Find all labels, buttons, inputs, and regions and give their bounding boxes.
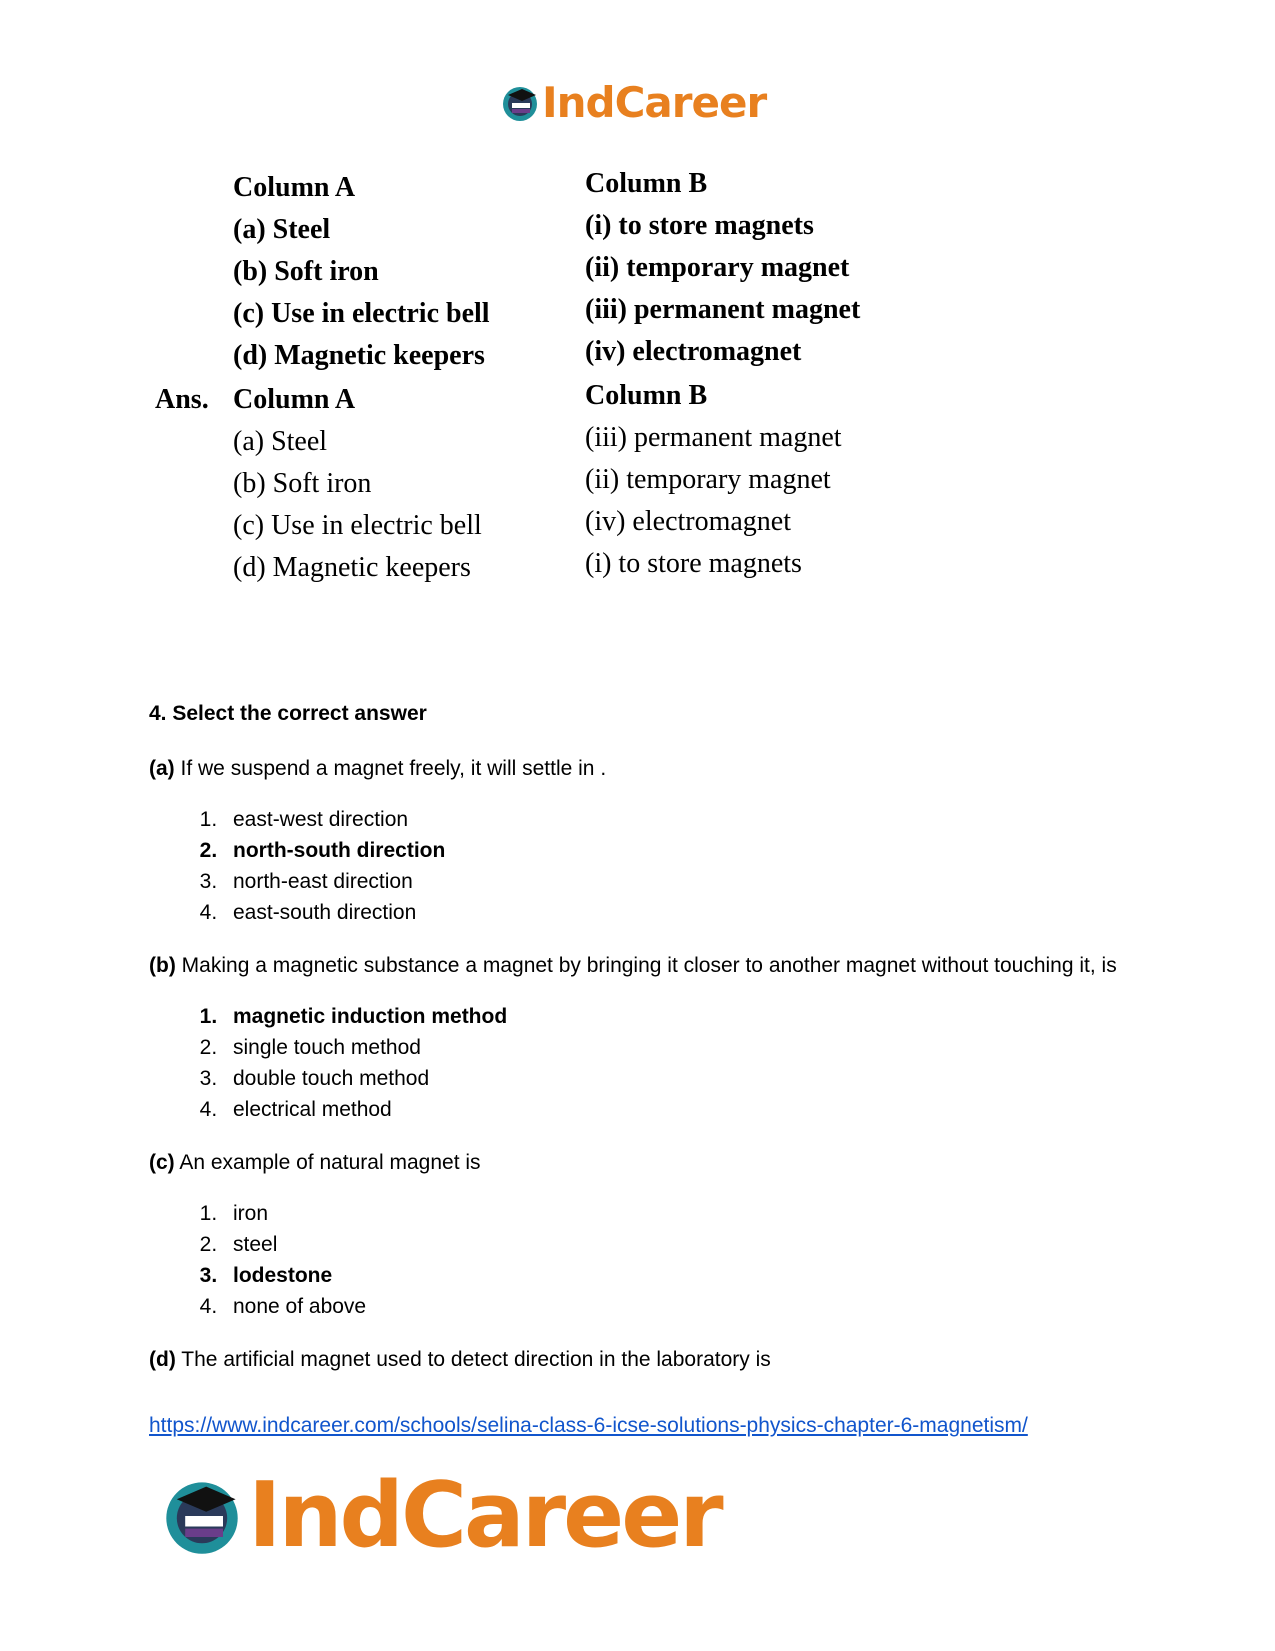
option: 4. electrical method	[223, 1094, 1149, 1125]
options-list-c	[149, 1198, 1149, 1322]
column-b-item: (i) to store magnets	[585, 210, 814, 241]
answer-header-row	[155, 380, 915, 424]
option: 4. none of above	[223, 1291, 1149, 1322]
answer-column-b-item: (iii) permanent magnet	[585, 422, 842, 453]
answer-column-a-header: Column A	[233, 384, 356, 415]
question-header-row	[155, 168, 915, 212]
option: 1. iron	[223, 1198, 1149, 1229]
answer-row	[155, 422, 915, 466]
question-label: (a)	[149, 757, 175, 780]
logo-wordmark: IndCareer	[542, 78, 767, 127]
answer-column-b-item: (i) to store magnets	[585, 548, 802, 579]
answer-column-a-item: (d) Magnetic keepers	[233, 552, 471, 583]
question-text: An example of natural magnet is	[179, 1151, 481, 1174]
question-text: The artificial magnet used to detect direction in the laboratory is	[181, 1348, 771, 1371]
question-label: (b)	[149, 954, 176, 977]
match-row	[155, 210, 915, 254]
option: 2. single touch method	[223, 1032, 1149, 1063]
answer-column-b-item: (ii) temporary magnet	[585, 464, 831, 495]
option: 3. double touch method	[223, 1063, 1149, 1094]
answer-label: Ans.	[155, 384, 209, 415]
answer-column-a-item: (b) Soft iron	[233, 468, 372, 499]
column-a-item: (a) Steel	[233, 214, 331, 245]
question-label: (d)	[149, 1348, 176, 1371]
graduation-cap-globe-icon	[500, 83, 540, 123]
option: 1. east-west direction	[223, 804, 1149, 835]
column-b-item: (iii) permanent magnet	[585, 294, 861, 325]
option: 2. steel	[223, 1229, 1149, 1260]
question-text: If we suspend a magnet freely, it will settle in .	[180, 757, 607, 780]
option: 3. north-east direction	[223, 866, 1149, 897]
logo-wordmark: IndCareer	[248, 1463, 721, 1568]
option-correct: 2. north-south direction	[223, 835, 1149, 866]
answer-column-b-header: Column B	[585, 380, 708, 411]
indcareer-logo-top	[500, 78, 766, 127]
section-heading: 4. Select the correct answer	[149, 702, 427, 725]
option: 4. east-south direction	[223, 897, 1149, 928]
option-correct: 1. magnetic induction method	[223, 1001, 1149, 1032]
question-label: (c)	[149, 1151, 175, 1174]
answer-column-b-item: (iv) electromagnet	[585, 506, 792, 537]
column-b-item: (iv) electromagnet	[585, 336, 802, 367]
question-text: Making a magnetic substance a magnet by bringing it closer to another magnet without touching it, is	[181, 954, 1117, 977]
column-a-item: (c) Use in electric bell	[233, 298, 490, 329]
match-row	[155, 252, 915, 296]
answer-row	[155, 548, 915, 592]
column-b-item: (ii) temporary magnet	[585, 252, 850, 283]
options-list-a	[149, 804, 1149, 928]
answer-row	[155, 506, 915, 550]
match-the-columns	[155, 168, 915, 612]
indcareer-logo-bottom	[160, 1463, 721, 1568]
question-a	[149, 753, 1149, 784]
match-row	[155, 294, 915, 338]
answer-column-a-item: (c) Use in electric bell	[233, 510, 482, 541]
column-a-item: (d) Magnetic keepers	[233, 340, 485, 371]
question-d	[149, 1344, 1149, 1375]
answer-column-a-item: (a) Steel	[233, 426, 328, 457]
question-c	[149, 1147, 1149, 1178]
source-link[interactable]: https://www.indcareer.com/schools/selina-class-6-icse-solutions-physics-chapter-6-magnetism/	[149, 1414, 1028, 1437]
answer-row	[155, 464, 915, 508]
match-row	[155, 336, 915, 380]
column-b-header: Column B	[585, 168, 708, 199]
question-b	[149, 950, 1149, 981]
graduation-cap-globe-icon	[160, 1474, 244, 1558]
options-list-b	[149, 1001, 1149, 1125]
column-a-item: (b) Soft iron	[233, 256, 379, 287]
select-correct-answer-section	[149, 698, 1149, 1375]
option-correct: 3. lodestone	[223, 1260, 1149, 1291]
column-a-header: Column A	[233, 172, 356, 203]
